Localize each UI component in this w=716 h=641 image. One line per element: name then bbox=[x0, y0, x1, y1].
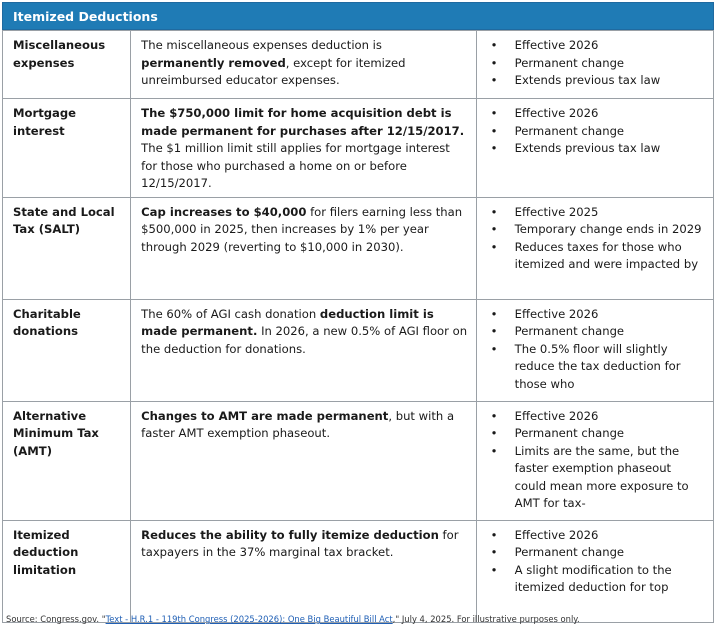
table-row bbox=[3, 99, 714, 198]
row-category: Miscellaneous expenses bbox=[3, 31, 131, 99]
description-bold-text: permanently removed bbox=[141, 55, 286, 70]
row-notes bbox=[476, 520, 713, 622]
row-notes bbox=[476, 401, 713, 520]
row-description bbox=[131, 99, 476, 198]
table-row bbox=[3, 31, 714, 99]
row-category: Itemized deduction limitation bbox=[3, 520, 131, 622]
description-bold-text: deduction limit is made permanent. bbox=[141, 306, 434, 338]
description-text: The miscellaneous expenses deduction is bbox=[141, 38, 382, 52]
list-item: • Effective 2026 bbox=[485, 408, 705, 426]
row-category: Mortgage interest bbox=[3, 99, 131, 198]
description-text: The 60% of AGI cash donation bbox=[141, 306, 320, 321]
row-category: State and Local Tax (SALT) bbox=[3, 197, 131, 299]
description-text: , but with a faster AMT exemption phaseout. bbox=[141, 408, 455, 440]
deductions-table bbox=[2, 30, 714, 623]
source-note bbox=[6, 614, 580, 624]
list-item: • Effective 2026 bbox=[485, 306, 705, 324]
itemized-deductions-table-wrapper bbox=[2, 2, 714, 623]
list-item: • Permanent change bbox=[485, 544, 705, 562]
notes-list bbox=[485, 306, 705, 394]
notes-list bbox=[485, 527, 705, 597]
notes-list bbox=[485, 37, 705, 90]
list-item: • Limits are the same, but the faster exemption phaseout could mean more exposure to AMT for tax- bbox=[485, 443, 705, 513]
list-item: • Extends previous tax law bbox=[485, 140, 705, 158]
description-text: for taxpayers in the 37% marginal tax bracket. bbox=[141, 527, 459, 559]
row-description bbox=[131, 520, 476, 622]
description-bold-text: The $750,000 limit for home acquisition debt is made permanent for purchases after 12/15/2017. bbox=[141, 106, 465, 138]
list-item: • Effective 2026 bbox=[485, 37, 705, 55]
list-item: • Effective 2025 bbox=[485, 204, 705, 222]
notes-list bbox=[485, 204, 705, 274]
row-description bbox=[131, 401, 476, 520]
description-text: , except for itemized unreimbursed educator expenses. bbox=[141, 55, 406, 87]
table-row bbox=[3, 197, 714, 299]
row-description bbox=[131, 31, 476, 99]
row-description bbox=[131, 197, 476, 299]
list-item: • Temporary change ends in 2029 bbox=[485, 221, 705, 239]
description-text: In 2026, a new 0.5% of AGI floor on the deduction for donations. bbox=[141, 324, 468, 356]
notes-list bbox=[485, 105, 705, 158]
row-description bbox=[131, 299, 476, 401]
list-item: • A slight modification to the itemized deduction for top bbox=[485, 562, 705, 597]
source-suffix: ," July 4, 2025. For illustrative purposes only. bbox=[392, 614, 580, 624]
description-bold-text: Cap increases to $40,000 bbox=[141, 204, 307, 219]
table-row bbox=[3, 401, 714, 520]
description-text: for filers earning less than $500,000 in 2025, then increases by 1% per year through 2029 (reverting to $10,000 in 2030). bbox=[141, 204, 463, 254]
table-row bbox=[3, 299, 714, 401]
table-row bbox=[3, 520, 714, 622]
list-item: • Reduces taxes for those who itemized and were impacted by bbox=[485, 239, 705, 274]
row-notes bbox=[476, 299, 713, 401]
description-text: The $1 million limit still applies for mortgage interest for those who purchased a home on or before 12/15/2017. bbox=[141, 141, 450, 190]
source-prefix: Source: Congress.gov. " bbox=[6, 614, 106, 624]
table-header: Itemized Deductions bbox=[2, 2, 714, 30]
list-item: • Permanent change bbox=[485, 55, 705, 73]
list-item: • Permanent change bbox=[485, 123, 705, 141]
source-link[interactable]: Text - H.R.1 - 119th Congress (2025-2026): One Big Beautiful Bill Act bbox=[105, 614, 393, 624]
list-item: • Effective 2026 bbox=[485, 527, 705, 545]
description-bold-text: Changes to AMT are made permanent bbox=[141, 408, 389, 423]
notes-list bbox=[485, 408, 705, 513]
row-notes bbox=[476, 31, 713, 99]
list-item: • Permanent change bbox=[485, 323, 705, 341]
row-category: Charitable donations bbox=[3, 299, 131, 401]
row-notes bbox=[476, 99, 713, 198]
list-item: • Extends previous tax law bbox=[485, 72, 705, 90]
description-bold-text: Reduces the ability to fully itemize deduction bbox=[141, 527, 439, 542]
row-notes bbox=[476, 197, 713, 299]
list-item: • Permanent change bbox=[485, 425, 705, 443]
list-item: • Effective 2026 bbox=[485, 105, 705, 123]
list-item: • The 0.5% floor will slightly reduce the tax deduction for those who bbox=[485, 341, 705, 394]
row-category: Alternative Minimum Tax (AMT) bbox=[3, 401, 131, 520]
